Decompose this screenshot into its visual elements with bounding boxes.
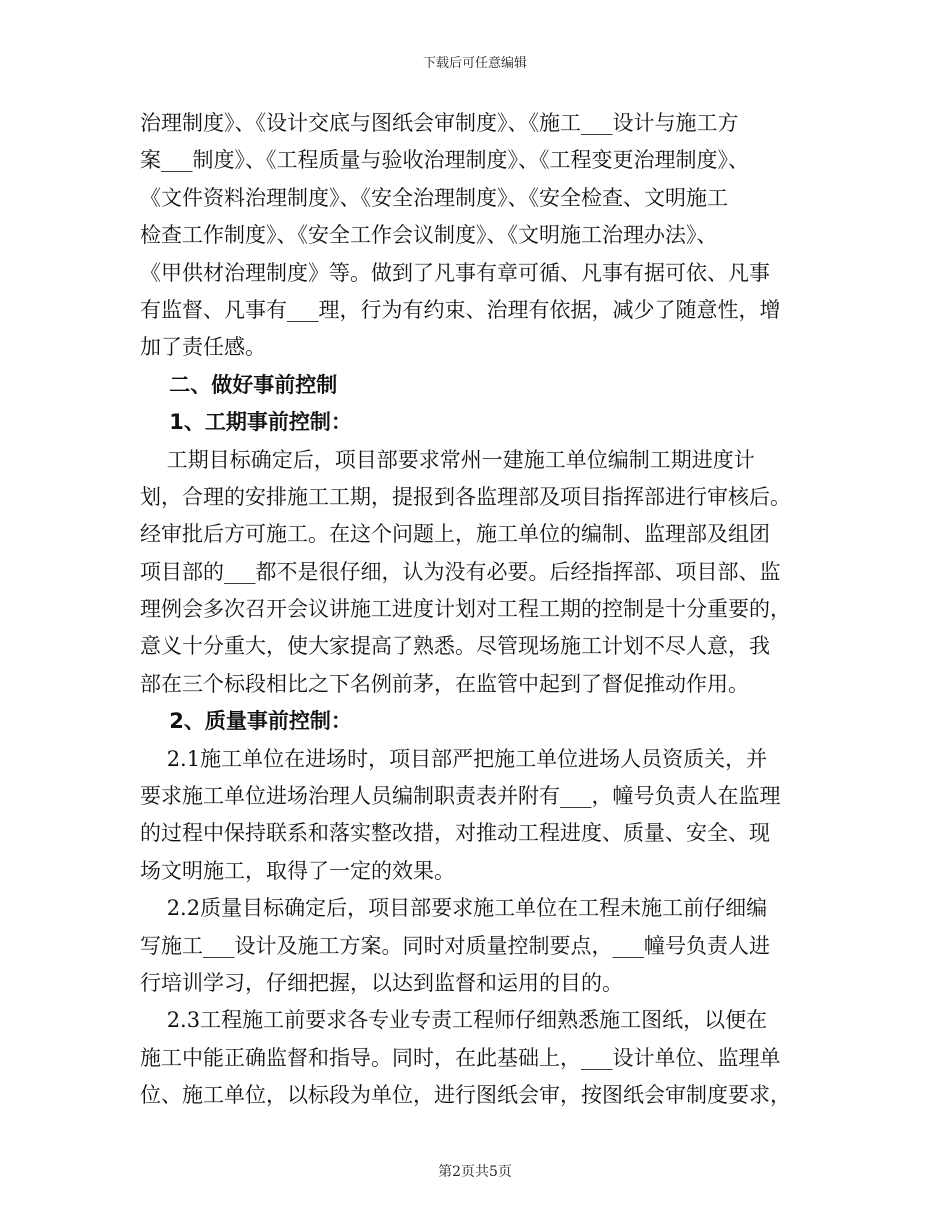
text-line: 加了责任感。 [140, 335, 266, 360]
text-line: 《甲供材治理制度》等。做到了凡事有章可循、凡事有据可依、凡事 [140, 260, 770, 285]
text-line: 案___制度》、《工程质量与验收治理制度》、《工程变更治理制度》、 [140, 148, 749, 173]
text-line: 2.1施工单位在进场时，项目部严把施工单位进场人员资质关，并 [140, 746, 768, 771]
text-line: 意义十分重大，使大家提高了熟悉。尽管现场施工计划不尽人意，我 [140, 634, 770, 659]
text-line: 划，合理的安排施工工期，提报到各监理部及项目指挥部进行审核后。 [140, 484, 791, 509]
text-line: 场文明施工，取得了一定的效果。 [140, 858, 455, 883]
text-line: 的过程中保持联系和落实整改措，对推动工程进度、质量、安全、现 [140, 821, 770, 846]
document-body [140, 105, 820, 1115]
text-line: 施工中能正确监督和指导。同时，在此基础上，___设计单位、监理单 [140, 1045, 781, 1070]
text-line: 项目部的___都不是很仔细，认为没有必要。后经指挥部、项目部、监 [140, 559, 781, 584]
section-heading: 二、做好事前控制 [140, 372, 338, 397]
text-line: 检查工作制度》、《安全工作会议制度》、《文明施工治理办法》、 [140, 223, 718, 248]
text-line: 位、施工单位，以标段为单位，进行图纸会审，按图纸会审制度要求， [140, 1083, 791, 1108]
text-line: 经审批后方可施工。在这个问题上，施工单位的编制、监理部及组团 [140, 522, 770, 547]
text-line: 理例会多次召开会议讲施工进度计划对工程工期的控制是十分重要的， [140, 597, 791, 622]
text-line: 工期目标确定后，项目部要求常州一建施工单位编制工期进度计 [140, 447, 755, 472]
section-heading: 2、质量事前控制： [140, 709, 352, 734]
text-line: 《文件资料治理制度》、《安全治理制度》、《安全检查、文明施工 [140, 185, 728, 210]
text-line: 要求施工单位进场治理人员编制职责表并附有___，幢号负责人在监理 [140, 784, 781, 809]
text-line: 2.3工程施工前要求各专业专责工程师仔细熟悉施工图纸，以便在 [140, 1008, 768, 1033]
text-line: 治理制度》、《设计交底与图纸会审制度》、《施工___设计与施工方 [140, 111, 739, 135]
section-heading: 1、工期事前控制： [140, 410, 352, 435]
page-footer: 第2页共5页 [438, 1164, 512, 1180]
text-line: 部在三个标段相比之下名例前茅，在监管中起到了督促推动作用。 [140, 671, 749, 696]
text-line: 行培训学习，仔细把握，以达到监督和运用的目的。 [140, 970, 623, 995]
text-line: 有监督、凡事有___理，行为有约束、治理有依据，减少了随意性，增 [140, 297, 781, 322]
page-header: 下载后可任意编辑 [422, 56, 527, 71]
text-line: 2.2质量目标确定后，项目部要求施工单位在工程未施工前仔细编 [140, 896, 768, 921]
text-line: 写施工___设计及施工方案。同时对质量控制要点，___幢号负责人进 [140, 933, 770, 958]
